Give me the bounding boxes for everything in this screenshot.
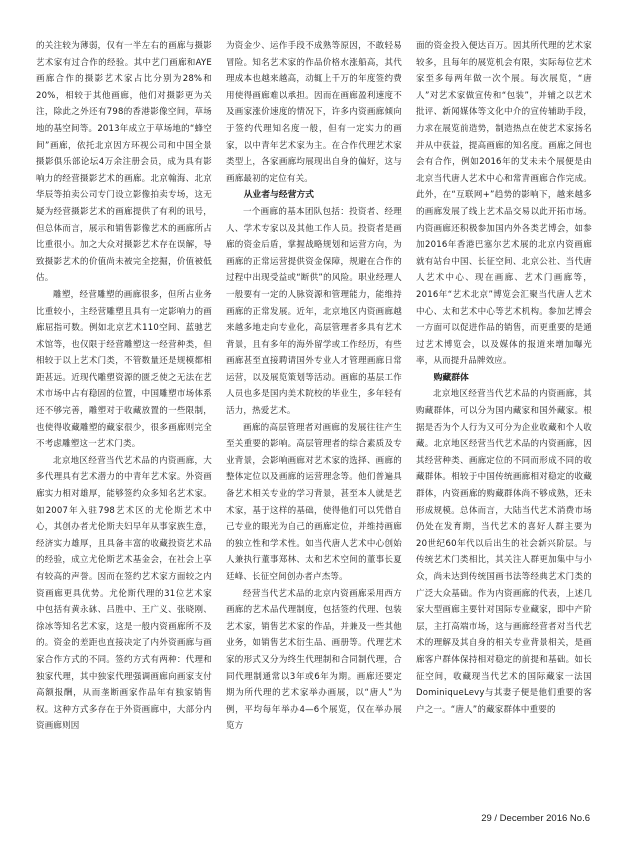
paragraph: 北京地区经营当代艺术品的内资画廊，其购藏群体，可以分为国内藏家和国外藏家。根据是否为个人行为又可分为企业收藏和个人收藏。北京地区经营当代艺术品的内资画廊，因其经营种类、画廊定位的不同而形成不同的收藏群体。相较于中国传统画廊相对稳定的收藏群体，内资画廊的购藏群体尚不够成熟，还未形成规模。总体而言，大陆当代艺术消费市场仍处在发育期，当代艺术的喜好人群主要为20世纪60年代以后出生的社会新兴阶层。与传统艺术门类相比，其关注人群更加集中与小众，尚未达到传统国画书法等经典艺术门类的广泛大众基础。作为内资画廊的代表，上述几家大型画廊主要针对国际专业藏家，即中产阶层，主打高端市场，这与画廊经营者对当代艺术的理解及其自身的相关专业背景相关，是画廊客户群体保持相对稳定的前提和基础。如长征空间，收藏现当代艺术的国际藏家一法国DominiqueLevy与其妻子便是他们重要的客户之一。“唐人”的藏家群体中重要的	[416, 389, 592, 715]
issue-info: / December 2016 No.6	[494, 813, 590, 824]
column-container	[36, 38, 592, 810]
page-number: 29	[481, 813, 492, 824]
text-column-1	[36, 38, 212, 810]
article-body	[36, 38, 592, 810]
page-footer	[481, 813, 590, 824]
paragraph: 北京地区经营当代艺术品的内资画廊，大多代理具有艺术潜力的中青年艺术家。外资画廊实力相对雄厚，能够签约众多知名艺术家。如2007年入驻798艺术区的尤伦斯艺术中心，其创办者尤伦斯夫妇早年从事家族生意，经济实力雄厚，且具备丰富的收藏投资艺术品的经验，成立尤伦斯艺术基金会，在社会上享有较高的声誉。因而在签约艺术家方面较之内资画廊更具优势。尤伦斯代理的31位艺术家中包括有黄永砯、吕胜中、王广义、张晓刚、徐冰等知名艺术家，这是一般内资画廊所不及的。资金的差距也直接决定了内外资画廊与画家合作方式的不同。签约方式有两种：代理和独家代理，其中独家代理强调画廊向画家支付高额报酬，从而垄断画家作品年有独家销售权。这种方式多存在于外资画廊中，大部分内资画廊则因	[36, 455, 212, 732]
paragraph: 的关注较为薄弱，仅有一半左右的画廊与摄影艺术家有过合作的经验。其中艺门画廊和AYE画廊合作的摄影艺术家占比分别为28%和20%，相较于其他画廊，他们对摄影更为关注，除此之外还有798的香港影像空间，草场地的基空间等。2013年成立于草场地的“蜂空间”画廊，依托北京因方环视公司和中国全景摄影俱乐部论坛4万余注册会员，成为具有影响力的经营摄影艺术的画廊。北京翰海、北京华辰等拍卖公司专门设立影像拍卖专场，这无疑为经营摄影艺术的画廊提供了有利的讯号，但总体而言，展示和销售影像艺术的画廊所占比重很小。加之大众对摄影艺术存在误解，导致摄影艺术的价值尚未被完全挖掘，价值被低估。	[36, 41, 212, 284]
section-heading: 从业者与经营方式	[243, 190, 314, 201]
text-column-2	[226, 38, 402, 810]
paragraph: 画廊的高层管理者对画廊的发展往往产生至关重要的影响。高层管理者的综合素质及专业背景，会影响画廊对艺术家的选择、画廊的整体定位以及画廊的运营理念等。他们普遍具备艺术相关专业的学习背景，甚至本人就是艺术家，基于这样的基础，使得他们可以凭借自己专业的眼光为自己的画廊定位，并维持画廊的独立性和学术性。如当代唐人艺术中心创始人兼执行董事郑林、太和艺术空间的董事长夏廷峰、长征空间创办者卢杰等。	[226, 422, 402, 582]
paragraph: 雕塑，经营雕塑的画廊很多，但所占业务比重较小，主经营雕塑且具有一定影响力的画廊屈指可数。例如北京艺术110空间、蓝驰艺术馆等，也仅限于经营雕塑这一经营种类，但相较于以上艺术门类，不管数量还是规模都相距甚远。近现代雕塑资源的匮乏使之无法在艺术市场中占有稳固的位置，中国雕塑市场体系还不够完善，雕塑对于收藏放置的一些限制，也使得收藏雕塑的藏家很少，很多画廊则完全不考虑雕塑这一艺术门类。	[36, 289, 212, 450]
section-heading: 购藏群体	[433, 372, 469, 383]
paragraph: 一个画廊的基本团队包括：投资者、经理人、学术专家以及其他工作人员。投资者是画廊的资金后盾，掌握战略规划和运营方向，为画廊的正常运营提供资金保障，规避在合作的过程中出现受益或“断供”的风险。职业经理人一般要有一定的人脉资源和管理能力，能维持画廊的正常发展。近年，北京地区内资画廊越来越多地走向专业化，高层管理者多具有艺术背景，且有多年的海外留学或工作经历，有些画廊甚至直接聘请国外专业人才管理画廊日常运营，以及展览策划等活动。画廊的基层工作人员也多是国内美术院校的毕业生，多年轻有活力，热爱艺术。	[226, 206, 402, 417]
paragraph: 为资金少、运作手段不成熟等原因，不敢轻易冒险。知名艺术家的作品价格水涨船高，其代理成本也越来越高，动辄上千万的年度签约费用使得画廊难以承担。因而在画廊盈利速度不及画家涨价速度的情况下，许多内资画廊倾向于签约代理知名度一般，但有一定实力的画家，以中青年艺术家为主。在合作代理艺术家类型上，各家画廊均展现出自身的偏好，这与画廊最初的定位有关。	[226, 41, 402, 184]
paragraph: 经营当代艺术品的北京内资画廊采用西方画廊的艺术品代理制度，包括签约代理、包装艺术家，销售艺术家的作品，并兼及一些其他业务，如销售艺术衍生品、画册等。代理艺术家的形式又分为终生代理制和合同制代理，合同代理制通常以3年或6年为期。画廊还要定期为所代理的艺术家举办画展，以“唐人”为例，平均每年举办4—6个展览，仅在举办展览方	[226, 588, 402, 732]
text-column-3	[416, 38, 592, 810]
paragraph: 面的资金投入便达百万。因其所代理的艺术家较多，且每年的展览机会有限，实际每位艺术家至多每两年做一次个展。每次展览，“唐人”对艺术家做宣传和“包装”，并辅之以艺术批评、新闻媒体等文化中介的宣传辅助手段，力求在展览前造势，制造热点在使艺术家扬名并从中获益，提高画廊的知名度。画廊之间也会有合作，例如2016年的艾未未个展便是由北京当代唐人艺术中心和常青画廊合作完成。此外，在“互联网+”趋势的影响下，越来越多的画廊发展了线上艺术品交易以此开拓市场。内资画廊还积极参加国内外各类艺博会，如参加2016年香港巴塞尔艺术展的北京内资画廊就有站台中国、长征空间、北京公社、当代唐人艺术中心、现在画廊、艺术门画廊等，2016年“艺术北京”博览会汇聚当代唐人艺术中心、太和艺术中心等艺术机构。参加艺博会一方面可以促进作品的销售，而更重要的是通过艺术博览会，以及媒体的报道来增加曝光率，从而提升品牌效应。	[416, 41, 592, 367]
